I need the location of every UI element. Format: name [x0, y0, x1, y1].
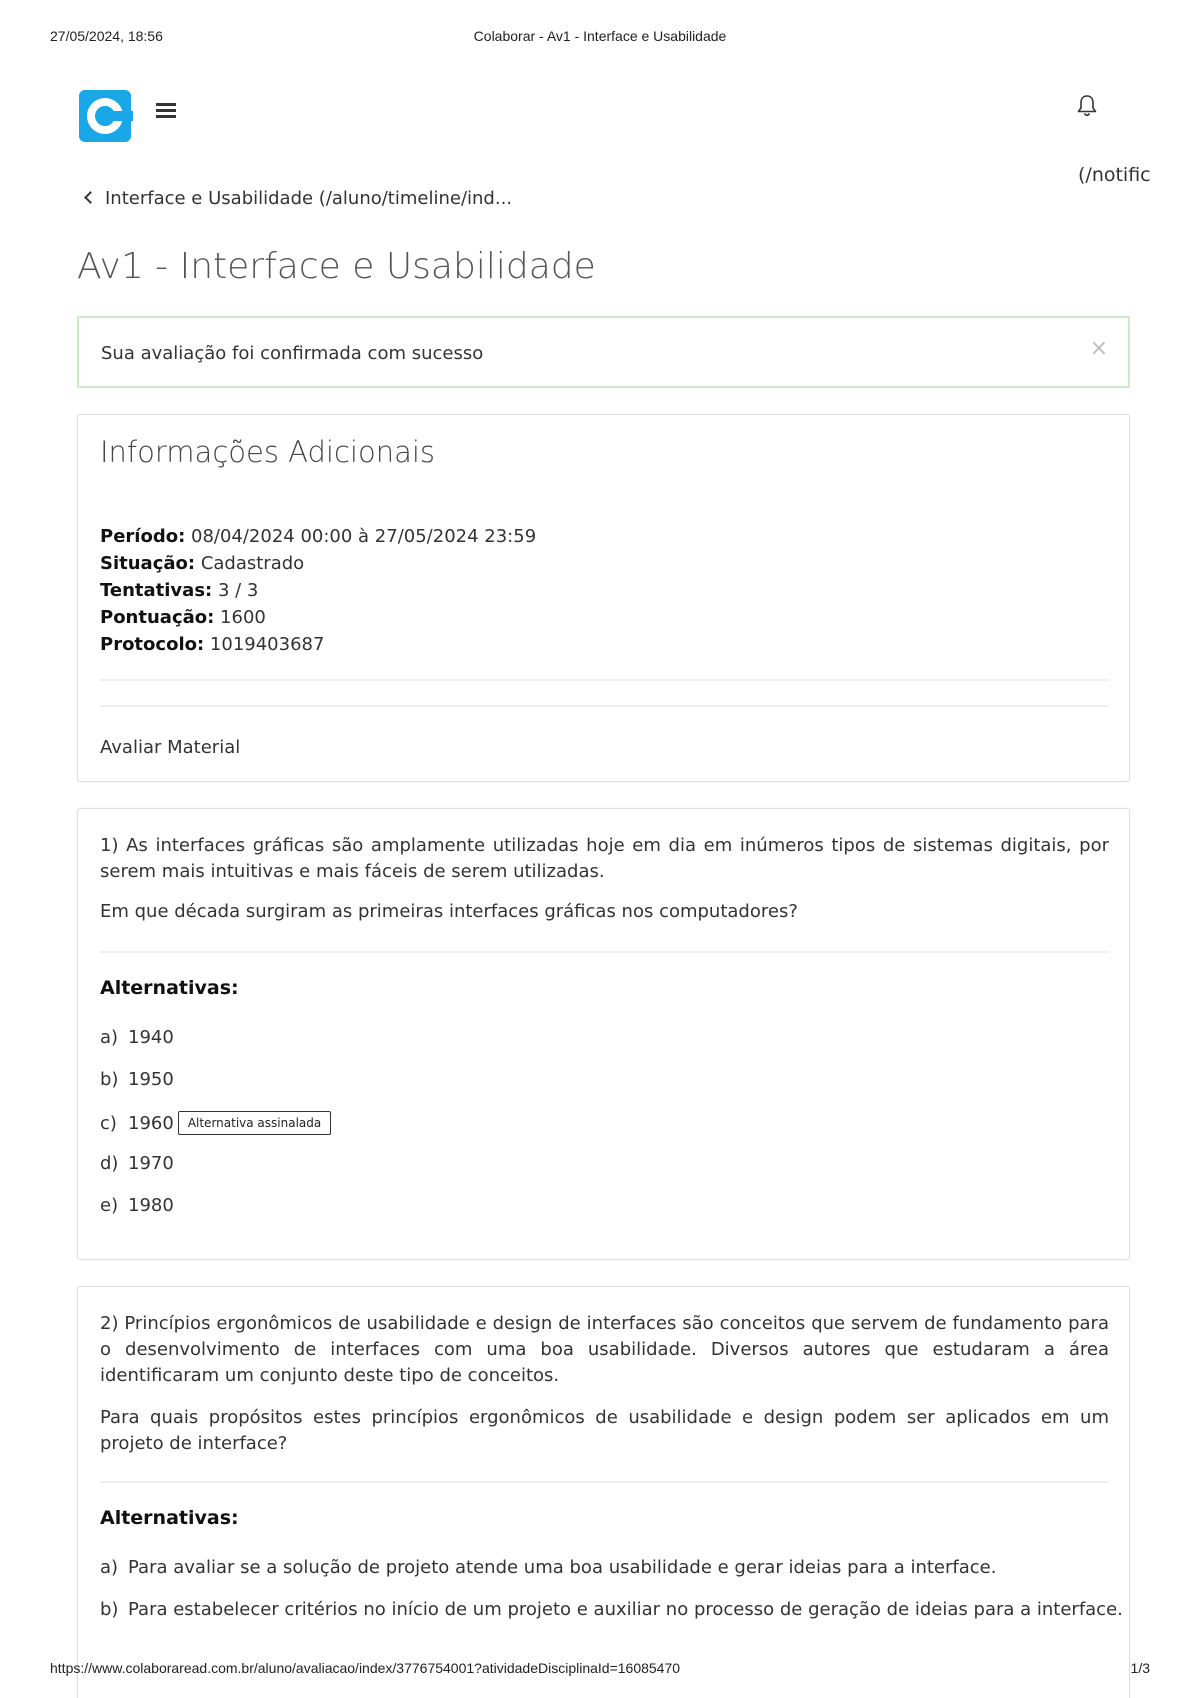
- page-title: Av1 - Interface e Usabilidade: [77, 246, 596, 287]
- alternative-d[interactable]: d) 1970: [100, 1153, 174, 1174]
- question-panel-2: [77, 1286, 1130, 1698]
- alternative-a[interactable]: a) 1940: [100, 1027, 174, 1048]
- question-text: 2) Princípios ergonômicos de usabilidade e design de interfaces são conceitos que servem de fundamento para o desenvolvimento de interfaces com uma boa usabilidade. Diversos autores que estudaram a área identificaram um conjunto deste tipo de conceitos.: [100, 1313, 1109, 1386]
- alternative-c[interactable]: c) 1960 Alternativa assinalada: [100, 1111, 331, 1135]
- rate-material-link[interactable]: Avaliar Material: [100, 737, 241, 758]
- selected-alternative-badge: Alternativa assinalada: [178, 1111, 331, 1135]
- print-url: https://www.colaboraread.com.br/aluno/avaliacao/index/3776754001?atividadeDisciplinaId=16085470: [50, 1660, 681, 1676]
- question-panel-1: [77, 808, 1130, 1260]
- print-date: 27/05/2024, 18:56: [50, 28, 163, 44]
- print-footer: [50, 1660, 1150, 1680]
- print-document-title: Colaborar - Av1 - Interface e Usabilidade: [473, 28, 727, 44]
- alternative-b[interactable]: b) Para estabelecer critérios no início de um projeto e auxiliar no processo de geração de ideias para a interface.: [100, 1599, 1123, 1620]
- question-text: 1) As interfaces gráficas são amplamente utilizadas hoje em dia em inúmeros tipos de sistemas digitais, por serem mais intuitivas e mais fáceis de serem utilizadas.: [100, 835, 1109, 882]
- question-prompt: Para quais propósitos estes princípios ergonômicos de usabilidade e design podem ser aplicados em um projeto de interface?: [100, 1407, 1109, 1454]
- alternatives-title: Alternativas:: [100, 1507, 239, 1529]
- alternatives-title: Alternativas:: [100, 977, 239, 999]
- print-header: [50, 28, 1150, 48]
- hamburger-menu-icon[interactable]: [156, 103, 178, 123]
- info-list: [100, 523, 536, 658]
- info-periodo: Período: 08/04/2024 00:00 à 27/05/2024 23:59: [100, 526, 537, 547]
- info-panel: [77, 414, 1130, 782]
- alert-message: Sua avaliação foi confirmada com sucesso: [101, 343, 484, 364]
- divider: [100, 679, 1109, 681]
- alternative-b[interactable]: b) 1950: [100, 1069, 174, 1090]
- info-situacao: Situação: Cadastrado: [100, 553, 305, 574]
- divider: [100, 1481, 1109, 1483]
- close-icon[interactable]: ×: [1089, 336, 1108, 361]
- divider: [100, 705, 1109, 707]
- alternative-a[interactable]: a) Para avaliar se a solução de projeto atende uma boa usabilidade e gerar ideias para a interface.: [100, 1557, 997, 1578]
- info-pontuacao: Pontuação: 1600: [100, 607, 266, 628]
- info-protocolo: Protocolo: 1019403687: [100, 634, 325, 655]
- info-tentativas: Tentativas: 3 / 3: [100, 580, 259, 601]
- chevron-left-icon: [84, 191, 97, 204]
- question-prompt: Em que década surgiram as primeiras interfaces gráficas nos computadores?: [100, 901, 798, 922]
- bell-icon[interactable]: [1075, 93, 1099, 119]
- divider: [100, 951, 1109, 953]
- breadcrumb-label[interactable]: Interface e Usabilidade (/aluno/timeline/ind...: [105, 188, 513, 209]
- success-alert: [77, 316, 1130, 388]
- info-heading: Informações Adicionais: [100, 435, 436, 469]
- alternative-e[interactable]: e) 1980: [100, 1195, 174, 1216]
- print-page-number: 1/3: [1130, 1660, 1150, 1676]
- notifications-link[interactable]: (/notific: [1078, 164, 1151, 186]
- colabora-logo-icon[interactable]: [79, 90, 131, 142]
- breadcrumb[interactable]: [86, 188, 512, 209]
